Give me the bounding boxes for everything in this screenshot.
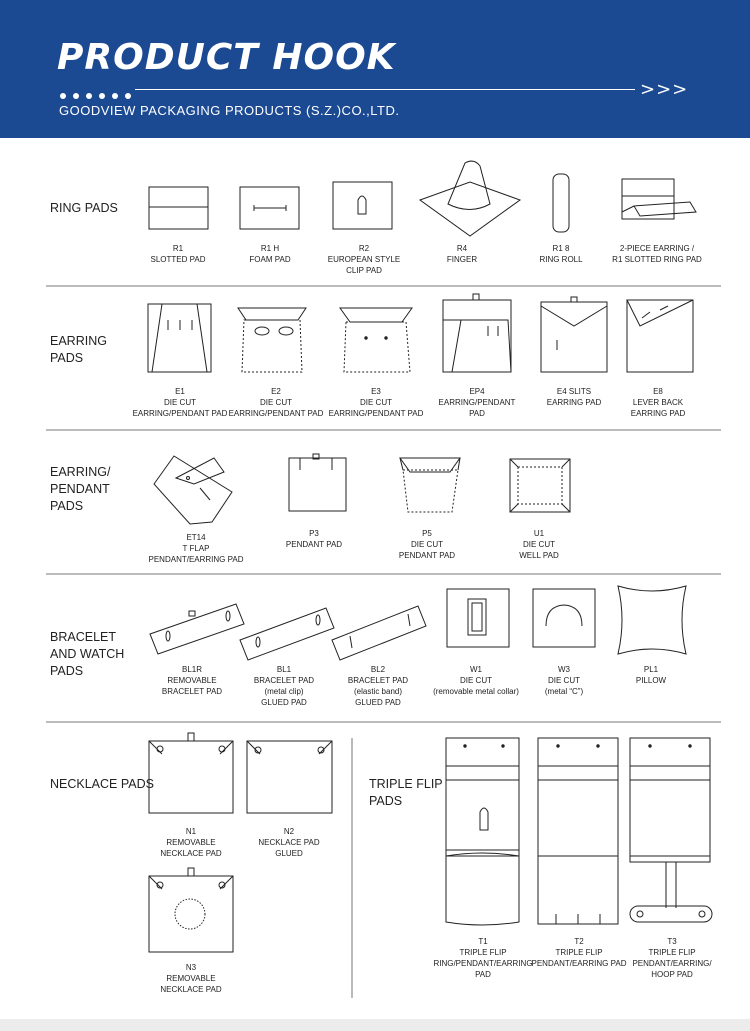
caption-ep4: EP4 EARRING/PENDANT PAD — [438, 387, 516, 418]
caption-t3: T3 TRIPLE FLIP PENDANT/EARRING/ HOOP PAD — [632, 937, 712, 979]
caption-e2: E2 DIE CUT EARRING/PENDANT PAD — [228, 387, 324, 418]
caption-e8: E8 LEVER BACK EARRING PAD — [630, 387, 686, 418]
p5-pendant-pad-icon — [400, 458, 460, 512]
section-earring-pads: EARRING PADS — [50, 334, 107, 365]
caption-n1: N1 REMOVABLE NECKLACE PAD — [160, 827, 222, 858]
caption-r1: R1 SLOTTED PAD — [150, 244, 206, 264]
e2-die-cut-pad-icon — [238, 308, 306, 372]
r2-clip-pad-icon — [333, 182, 392, 229]
ep4-pad-icon — [443, 294, 511, 372]
r1h-foam-pad-icon — [240, 187, 299, 229]
section-bracelet-watch-pads: BRACELET AND WATCH PADS — [50, 630, 125, 678]
n1-necklace-pad-icon — [149, 733, 233, 813]
n3-necklace-pad-icon — [149, 868, 233, 952]
bl1-bracelet-pad-icon — [240, 608, 334, 660]
caption-p5: P5 DIE CUT PENDANT PAD — [398, 529, 456, 560]
section-earring-pendant-pads: EARRING/ PENDANT PADS — [50, 465, 111, 513]
caption-r1h: R1 H FOAM PAD — [249, 244, 291, 264]
e8-lever-back-pad-icon — [627, 300, 693, 372]
page-title: PRODUCT HOOK — [57, 37, 396, 78]
caption-p3: P3 PENDANT PAD — [285, 529, 343, 549]
t2-triple-flip-icon — [538, 738, 618, 924]
caption-r2: R2 EUROPEAN STYLE CLIP PAD — [327, 244, 401, 275]
p3-pendant-pad-icon — [289, 454, 346, 511]
caption-n3: N3 REMOVABLE NECKLACE PAD — [160, 963, 222, 994]
caption-e1: E1 DIE CUT EARRING/PENDANT PAD — [132, 387, 228, 418]
caption-2-piece: 2-PIECE EARRING / R1 SLOTTED RING PAD — [612, 244, 702, 264]
pl1-pillow-icon — [618, 586, 686, 654]
caption-bl1: BL1 BRACELET PAD (metal clip) GLUED PAD — [253, 665, 315, 707]
u1-well-pad-icon — [510, 459, 570, 512]
caption-e4: E4 SLITS EARRING PAD — [546, 387, 602, 407]
footer-band — [0, 1019, 750, 1031]
caption-w1: W1 DIE CUT (removable metal collar) — [433, 665, 519, 696]
caption-w3: W3 DIE CUT (metal “C”) — [544, 665, 584, 696]
r18-ring-roll-icon — [553, 174, 569, 232]
n2-necklace-pad-icon — [247, 741, 332, 813]
r4-finger-icon — [420, 161, 520, 236]
caption-r18: R1 8 RING ROLL — [539, 244, 583, 264]
e4-slits-pad-icon — [541, 297, 607, 372]
caption-pl1: PL1 PILLOW — [635, 665, 667, 685]
et14-t-flap-pad-icon — [154, 456, 232, 524]
r1-slotted-pad-icon — [149, 187, 208, 229]
caption-t1: T1 TRIPLE FLIP RING/PENDANT/EARRING PAD — [433, 937, 533, 979]
caption-r4: R4 FINGER — [446, 244, 478, 264]
caption-t2: T2 TRIPLE FLIP PENDANT/EARRING PAD — [531, 937, 627, 968]
t3-triple-flip-icon — [630, 738, 712, 922]
piece2-earring-pad-icon — [622, 179, 696, 219]
caption-et14: ET14 T FLAP PENDANT/EARRING PAD — [148, 533, 244, 564]
t1-triple-flip-icon — [446, 738, 519, 925]
section-ring-pads: RING PADS — [50, 201, 118, 215]
w1-watch-pad-icon — [447, 589, 509, 647]
bl2-bracelet-pad-icon — [332, 606, 426, 660]
section-necklace-pads: NECKLACE PADS — [50, 777, 154, 791]
company-name: GOODVIEW PACKAGING PRODUCTS (S.Z.)CO.,LTD. — [59, 103, 400, 118]
header-arrows-icon: >>> — [640, 79, 689, 100]
caption-bl2: BL2 BRACELET PAD (elastic band) GLUED PAD — [347, 665, 409, 707]
caption-n2: N2 NECKLACE PAD GLUED — [258, 827, 320, 858]
w3-watch-pad-icon — [533, 589, 595, 647]
bl1r-bracelet-pad-icon — [150, 604, 244, 654]
caption-bl1r: BL1R REMOVABLE BRACELET PAD — [161, 665, 223, 696]
e3-die-cut-pad-icon — [340, 308, 412, 372]
section-triple-flip-pads: TRIPLE FLIP PADS — [369, 777, 443, 808]
e1-die-cut-pad-icon — [148, 304, 211, 372]
caption-e3: E3 DIE CUT EARRING/PENDANT PAD — [328, 387, 424, 418]
caption-u1: U1 DIE CUT WELL PAD — [519, 529, 559, 560]
